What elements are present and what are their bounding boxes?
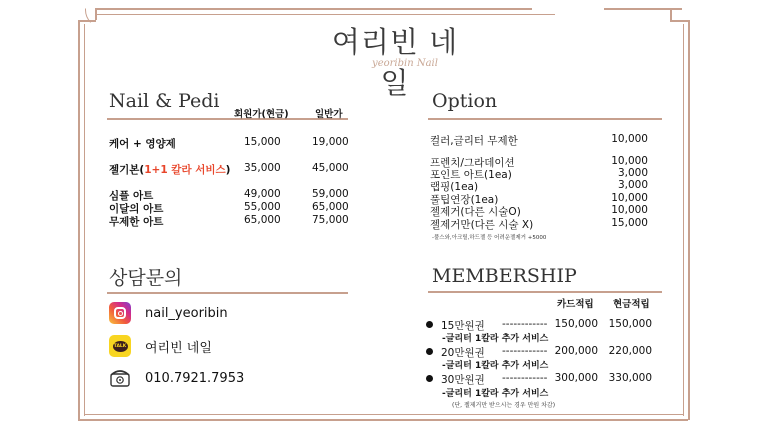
option-item-name: 포인트 아트(1ea) bbox=[430, 169, 512, 181]
tier-dashes: ------------ bbox=[502, 372, 548, 384]
option-title: Option bbox=[432, 90, 498, 112]
tier-dashes: ------------ bbox=[502, 318, 548, 330]
menu-item-name: 젤기본(1+1 칼라 서비스) bbox=[109, 164, 231, 176]
menu-item-member-price: 15,000 bbox=[244, 136, 281, 148]
instagram-handle: nail_yeoribin bbox=[145, 305, 228, 321]
contact-phone[interactable] bbox=[109, 367, 244, 389]
tier-card-value: 300,000 bbox=[554, 372, 598, 384]
option-item-price: 3,000 bbox=[617, 179, 648, 191]
nail-pedi-rule bbox=[107, 118, 348, 120]
kakaotalk-id: 여리빈 네일 bbox=[145, 340, 212, 356]
logo-subtitle: yeoribin Nail bbox=[372, 58, 438, 69]
menu-item-regular-price: 45,000 bbox=[312, 162, 349, 174]
bullet-dot bbox=[426, 321, 433, 328]
tier-dashes: ------------ bbox=[502, 345, 548, 357]
option-item-price: 10,000 bbox=[611, 192, 648, 204]
bullet-dot bbox=[426, 375, 433, 382]
tier-card-value: 150,000 bbox=[554, 318, 598, 330]
membership-title: MEMBERSHIP bbox=[432, 265, 577, 287]
promo-highlight: 1+1 칼라 서비스 bbox=[144, 164, 226, 176]
option-note: -풀스와,아크릴,하드젤 등 어려운젤제거 +5000 bbox=[432, 235, 547, 241]
menu-item-regular-price: 19,000 bbox=[312, 136, 349, 148]
menu-item-name: 무제한 아트 bbox=[109, 216, 164, 228]
kakaotalk-badge: TALK bbox=[113, 341, 128, 352]
option-item-name: 랩핑(1ea) bbox=[430, 181, 479, 193]
tier-cash-value: 220,000 bbox=[608, 345, 652, 357]
option-item-name: 젤제거만(다른 시술 X) bbox=[430, 219, 534, 231]
col-card-points: 카드적립 bbox=[557, 299, 594, 310]
contact-rule bbox=[107, 292, 348, 294]
option-item-name: 프렌치/그라데이션 bbox=[430, 157, 515, 169]
tier-cash-value: 150,000 bbox=[608, 318, 652, 330]
menu-item-member-price: 35,000 bbox=[244, 162, 281, 174]
menu-item-name: 이달의 아트 bbox=[109, 203, 164, 215]
phone-number: 010.7921.7953 bbox=[145, 370, 245, 386]
menu-item-name: 케어 + 영양제 bbox=[109, 138, 176, 150]
option-item-name: 컬러,글리터 무제한 bbox=[430, 135, 518, 147]
menu-item-regular-price: 65,000 bbox=[312, 201, 349, 213]
tier-name: 30만원권 bbox=[441, 374, 485, 386]
option-rule bbox=[428, 118, 662, 120]
instagram-icon bbox=[109, 302, 131, 324]
menu-item-regular-price: 75,000 bbox=[312, 214, 349, 226]
menu-item-member-price: 55,000 bbox=[244, 201, 281, 213]
tier-bonus: -글리터 1칼라 추가 서비스 bbox=[442, 334, 549, 344]
menu-item-name: 심플 아트 bbox=[109, 190, 154, 202]
bullet-dot bbox=[426, 348, 433, 355]
logo-title: 여리빈 네일 bbox=[331, 25, 459, 100]
option-item-price: 10,000 bbox=[611, 133, 648, 145]
option-item-name: 풀팁연장(1ea) bbox=[430, 194, 499, 206]
option-item-price: 10,000 bbox=[611, 155, 648, 167]
option-item-name: 젤제거(다른 시술O) bbox=[430, 206, 521, 218]
membership-note: (단, 젤제거만 받으시는 경우 만원 차감) bbox=[452, 402, 556, 409]
tier-name: 20만원권 bbox=[441, 347, 485, 359]
contact-kakaotalk[interactable] bbox=[109, 335, 212, 357]
option-item-price: 3,000 bbox=[617, 167, 648, 179]
phone-icon bbox=[109, 367, 131, 389]
menu-item-member-price: 65,000 bbox=[244, 214, 281, 226]
tier-name: 15만원권 bbox=[441, 320, 485, 332]
membership-rule bbox=[428, 291, 662, 293]
option-item-price: 10,000 bbox=[611, 204, 648, 216]
tier-bonus: -글리터 1칼라 추가 서비스 bbox=[442, 361, 549, 371]
col-member-price: 회원가(현금) bbox=[234, 109, 289, 120]
col-regular-price: 일반가 bbox=[315, 109, 343, 120]
contact-title: 상담문의 bbox=[109, 267, 183, 289]
tier-bonus: -글리터 1칼라 추가 서비스 bbox=[442, 389, 549, 399]
menu-item-regular-price: 59,000 bbox=[312, 188, 349, 200]
option-item-price: 15,000 bbox=[611, 217, 648, 229]
contact-instagram[interactable] bbox=[109, 302, 228, 324]
menu-item-member-price: 49,000 bbox=[244, 188, 281, 200]
kakaotalk-icon bbox=[109, 335, 131, 357]
col-cash-points: 현금적립 bbox=[613, 299, 650, 310]
tier-card-value: 200,000 bbox=[554, 345, 598, 357]
nail-pedi-title: Nail & Pedi bbox=[109, 90, 220, 112]
tier-cash-value: 330,000 bbox=[608, 372, 652, 384]
